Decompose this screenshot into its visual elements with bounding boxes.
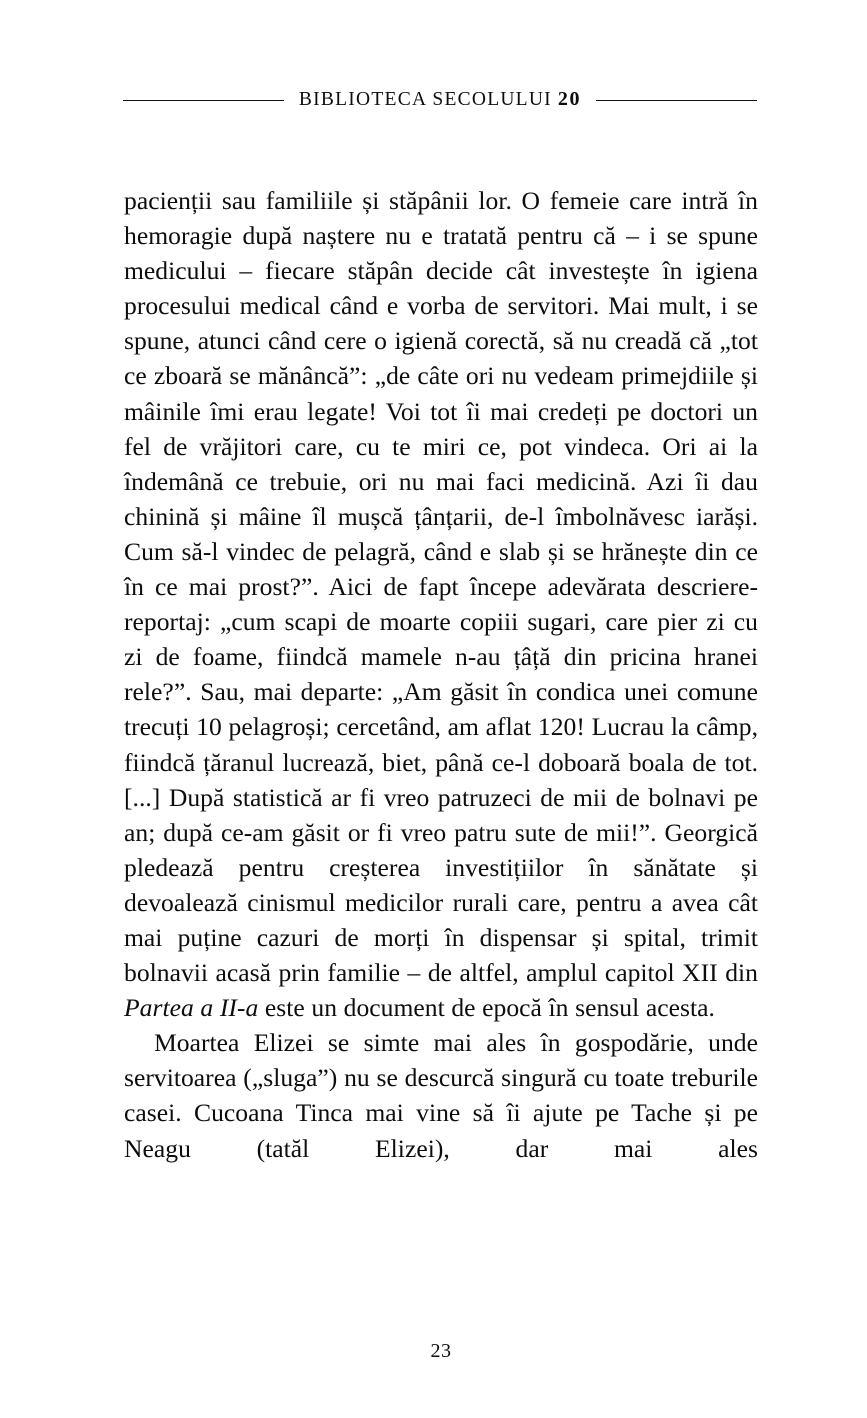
header-rule-right	[596, 100, 757, 101]
running-head-series-name: BIBLIOTECA SECOLULUI	[298, 88, 552, 110]
running-head-series-number: 20	[557, 87, 582, 110]
page-number: 23	[430, 1340, 452, 1362]
running-head	[123, 82, 757, 116]
running-head-title	[284, 89, 596, 110]
paragraph: pacienții sau familiile și stăpânii lor. O femeie care intră în hemoragie după naștere nu e tratată pentru că – i se spune medicului – fiecare stăpân decide cât investește în igiena procesului medical când e vorba de servitori. Mai mult, i se spune, atunci când cere o igienă corectă, să nu creadă că „tot ce zboară se mănâncă”: „de câte ori nu vedeam primejdiile și mâinile îmi erau legate! Voi tot îi mai credeți pe doctori un fel de vrăjitori care, cu te miri ce, pot vindeca. Ori ai la îndemână ce trebuie, ori nu mai faci medicină. Azi îi dau chinină și mâine îl mușcă țânțarii, de-l îmbolnăvesc iarăși. Cum să-l vindec de pelagră, când e slab și se hrănește din ce în ce mai prost?”. Aici de fapt începe adevărata descriere-reportaj: „cum scapi de moarte copiii sugari, care pier zi cu zi de foame, fiindcă mamele n-au țâță din pricina hranei rele?”. Sau, mai departe: „Am găsit în condica unei comune trecuți 10 pelagroși; cercetând, am aflat 120! Lucrau la câmp, fiindcă țăranul lucrează, biet, până ce-l doboară boala de tot. [...] După statistică ar fi vreo patruzeci de mii de bolnavi pe an; după ce-am găsit or fi vreo patru sute de mii!”. Georgică pledează pentru creșterea investițiilor în sănătate și devoalează cinismul medicilor rurali care, pentru a avea cât mai puține cazuri de morți în dispensar și spital, trimit bolnavii acasă prin familie – de altfel, amplul capitol XII din Partea a II-a este un document de epocă în sensul acesta.	[124, 186, 758, 1023]
italic-work-title: Partea a II-a	[124, 993, 259, 1023]
body-text-block	[124, 183, 758, 1166]
page-folio	[124, 1340, 758, 1363]
header-rule-left	[123, 100, 284, 101]
paragraph: Moartea Elizei se simte mai ales în gospodărie, unde servitoarea („sluga”) nu se descurcă singură cu toate treburile casei. Cucoana Tinca mai vine să îi ajute pe Tache și pe Neagu (tatăl Elizei), dar mai ales	[124, 1028, 758, 1163]
